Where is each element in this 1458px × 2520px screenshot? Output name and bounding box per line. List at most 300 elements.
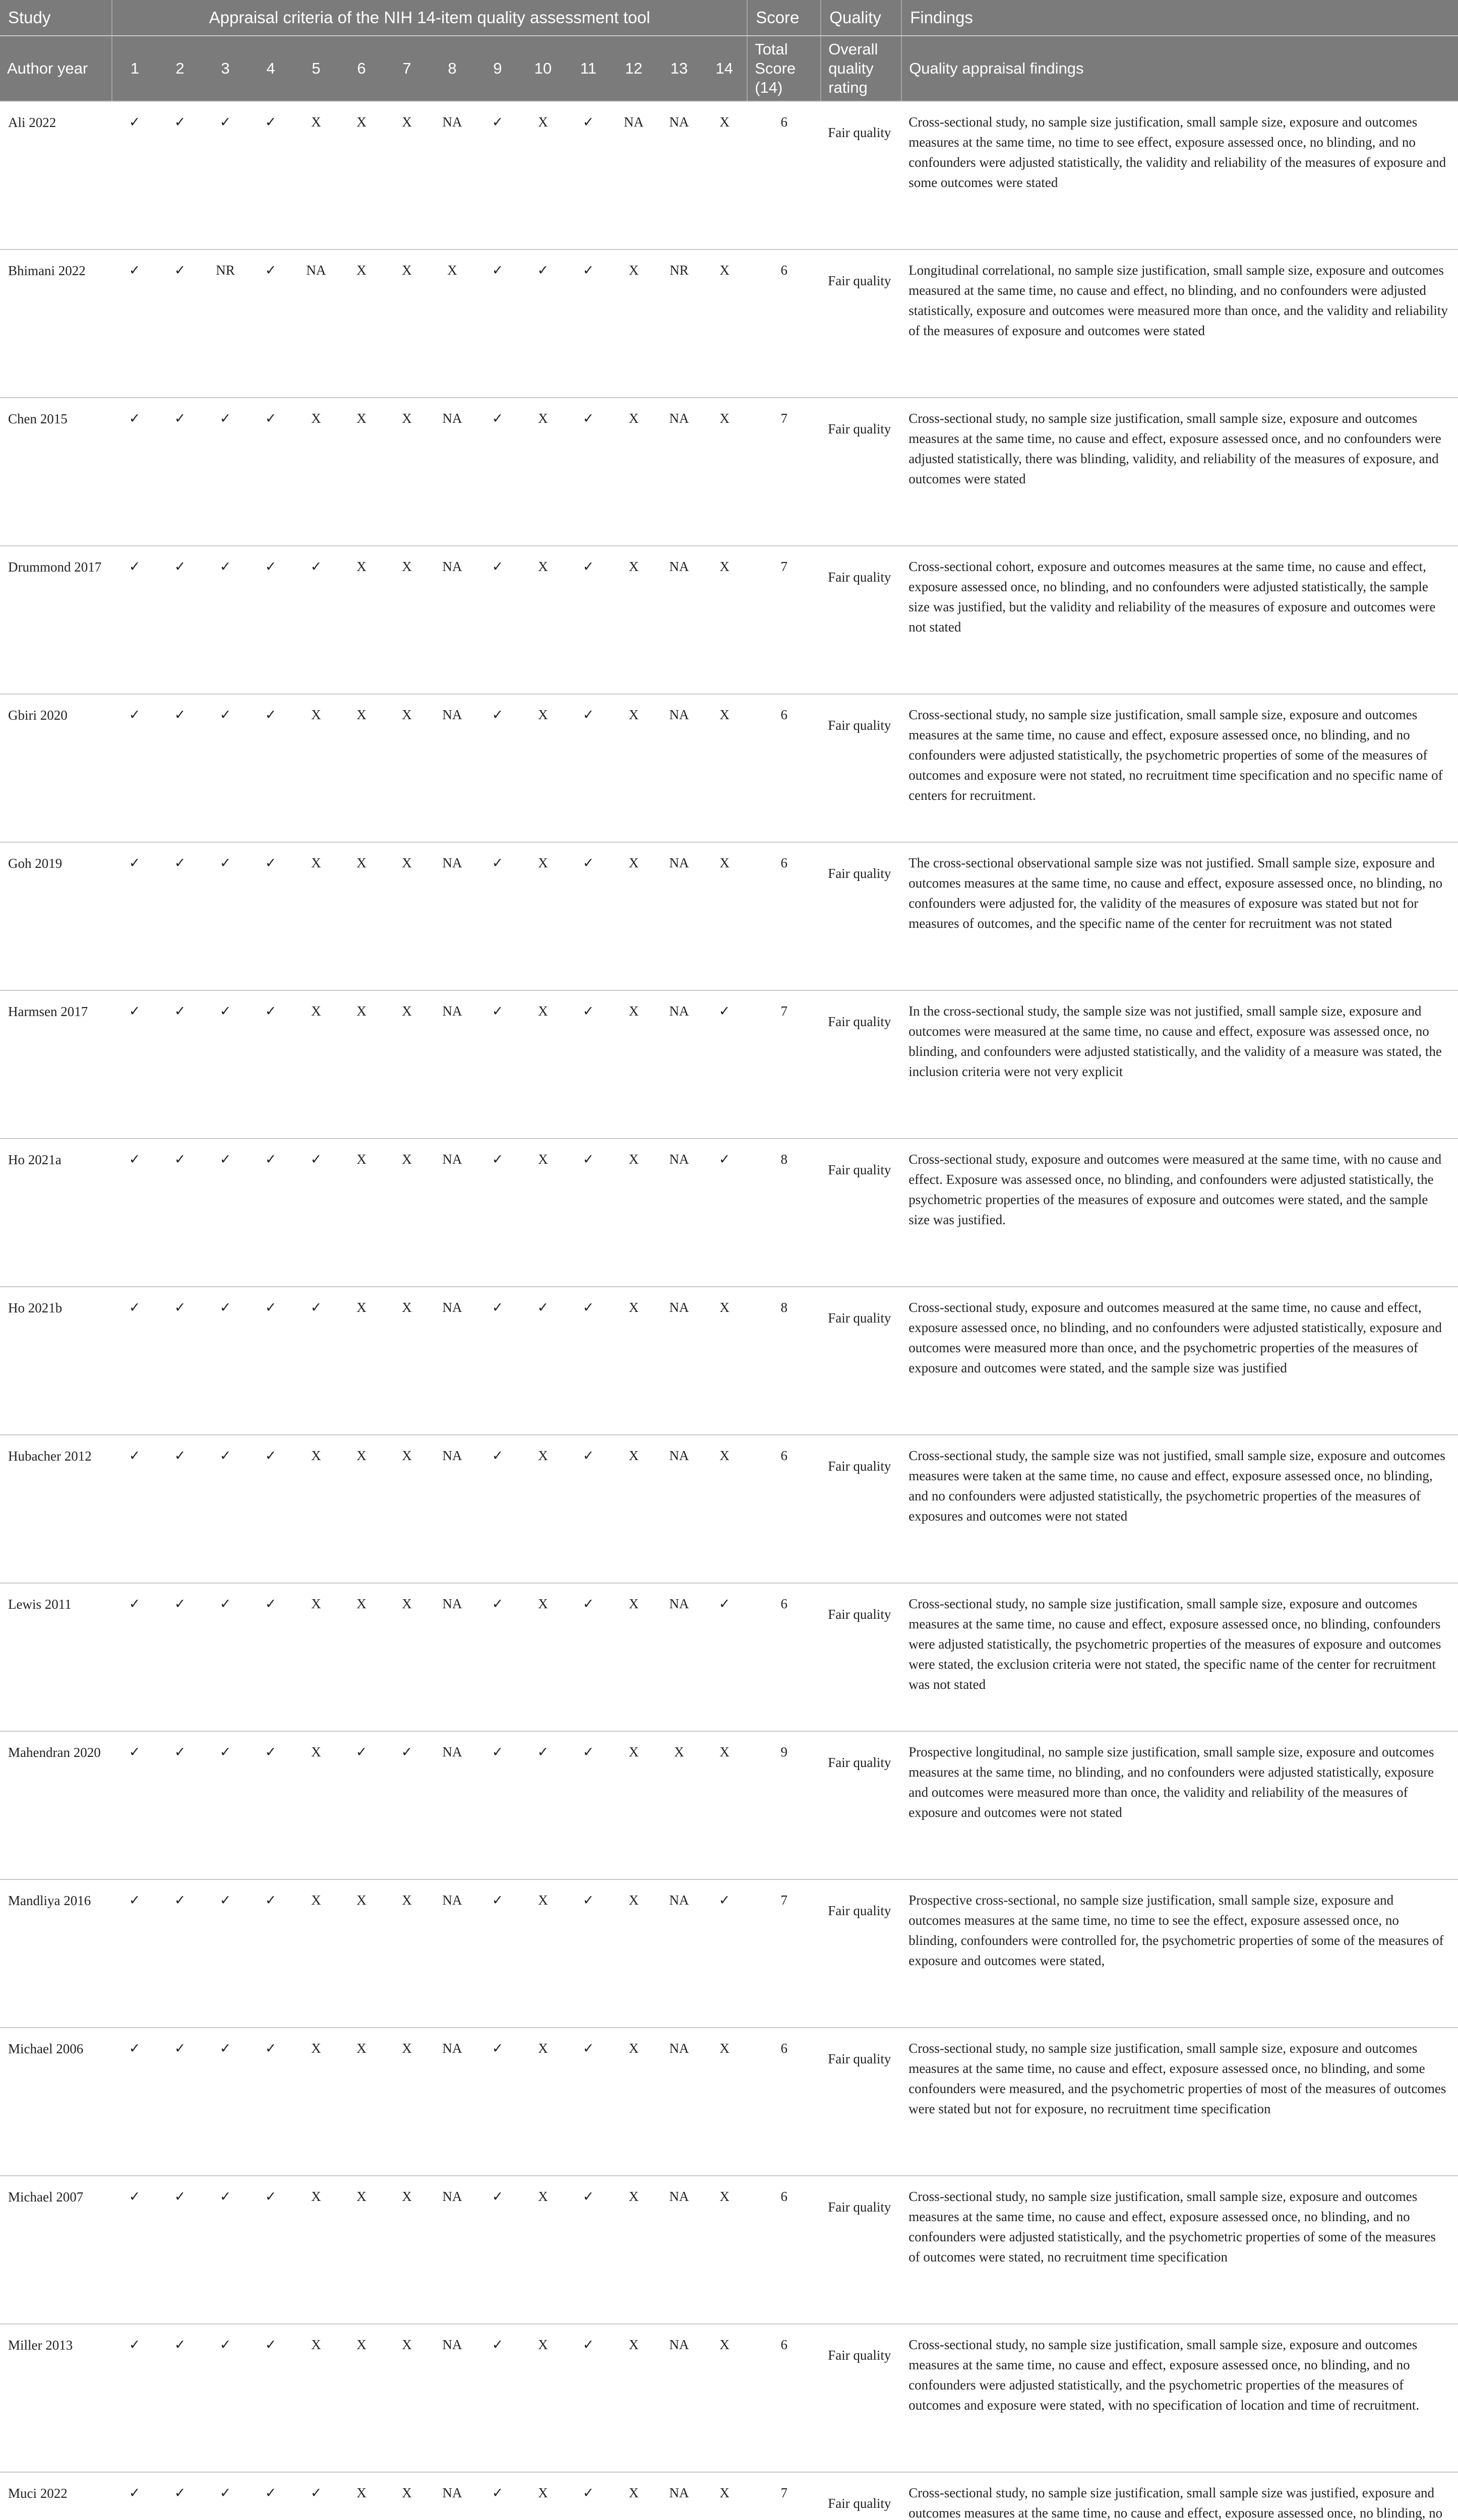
item-rating-cell: ✓ [112,2472,157,2520]
item-rating-cell: ✓ [566,249,611,398]
item-rating-cell: ✓ [475,249,520,398]
item-rating-cell: X [702,2324,747,2472]
quality-rating-cell: Fair quality [821,546,901,694]
total-score-cell: 7 [747,546,821,694]
item-rating-cell: ✓ [112,842,157,990]
item-rating-cell: X [384,1583,430,1731]
item-number-header: 1 [112,36,157,101]
item-rating-cell: ✓ [339,1731,384,1879]
item-rating-cell: X [339,1435,384,1583]
item-rating-cell: X [339,249,384,398]
total-score-cell: 6 [747,1583,821,1731]
quality-rating-cell: Fair quality [821,1731,901,1879]
item-rating-cell: NR [203,249,248,398]
item-rating-cell: ✓ [566,546,611,694]
item-rating-cell: X [384,1287,430,1435]
item-rating-cell: ✓ [566,2324,611,2472]
item-rating-cell: ✓ [112,398,157,546]
item-rating-cell: ✓ [475,1287,520,1435]
item-rating-cell: ✓ [248,2472,293,2520]
quality-header: Quality [821,0,901,36]
item-rating-cell: X [384,1139,430,1287]
item-rating-cell: X [339,694,384,842]
item-rating-cell: X [702,2472,747,2520]
study-cell: Michael 2006 [0,2028,112,2176]
item-rating-cell: ✓ [248,546,293,694]
total-score-cell: 6 [747,694,821,842]
item-rating-cell: ✓ [248,1435,293,1583]
item-rating-cell: X [520,1435,566,1583]
item-rating-cell: ✓ [157,1731,203,1879]
item-number-header: 12 [611,36,656,101]
item-rating-cell: ✓ [157,1139,203,1287]
item-rating-cell: X [384,990,430,1139]
item-rating-cell: ✓ [157,842,203,990]
quality-rating-cell: Fair quality [821,2472,901,2520]
item-rating-cell: X [611,1435,656,1583]
item-rating-cell: NA [293,249,339,398]
item-rating-cell: X [384,2028,430,2176]
quality-rating-cell: Fair quality [821,2324,901,2472]
findings-cell: Cross-sectional study, no sample size justification, small sample size, exposure and outcomes measures at the same time, no cause and effect, exposure assessed once, no blinding, and no confounders were adjusted statistically, and the psychometric properties of the measures of outcomes and exposure were stated, with no specification of location and time of recruitment. [901,2324,1458,2472]
item-rating-cell: X [384,2472,430,2520]
item-rating-cell: ✓ [157,2176,203,2324]
item-rating-cell: ✓ [112,1583,157,1731]
item-rating-cell: X [611,990,656,1139]
item-number-header: 8 [430,36,475,101]
item-rating-cell: X [611,546,656,694]
item-rating-cell: ✓ [248,398,293,546]
table-row [0,1139,1458,1287]
item-rating-cell: X [702,1731,747,1879]
item-rating-cell: ✓ [566,1879,611,2028]
item-rating-cell: X [339,2176,384,2324]
item-rating-cell: X [520,1879,566,2028]
item-rating-cell: ✓ [203,398,248,546]
findings-cell: Cross-sectional study, exposure and outcomes measured at the same time, no cause and effect, exposure assessed once, no blinding, and no confounders were adjusted statistically, exposure and outcomes were measured more than once, and the psychometric properties of the measures of exposure and outcomes were stated, and the sample size was justified [901,1287,1458,1435]
table-row [0,842,1458,990]
table-row [0,398,1458,546]
item-rating-cell: ✓ [475,1435,520,1583]
item-number-header: 6 [339,36,384,101]
item-rating-cell: ✓ [203,546,248,694]
item-rating-cell: ✓ [157,2324,203,2472]
total-score-cell: 8 [747,1139,821,1287]
item-rating-cell: ✓ [157,990,203,1139]
item-rating-cell: X [611,249,656,398]
item-rating-cell: ✓ [248,842,293,990]
item-number-header: 9 [475,36,520,101]
study-cell: Gbiri 2020 [0,694,112,842]
item-rating-cell: ✓ [157,694,203,842]
item-rating-cell: ✓ [475,2028,520,2176]
quality-rating-cell: Fair quality [821,842,901,990]
total-score-cell: 6 [747,1435,821,1583]
item-rating-cell: ✓ [566,1139,611,1287]
total-score-cell: 8 [747,1287,821,1435]
item-rating-cell: X [702,398,747,546]
item-rating-cell: NA [430,398,475,546]
item-rating-cell: X [611,842,656,990]
item-rating-cell: X [520,398,566,546]
item-rating-cell: X [339,2472,384,2520]
item-rating-cell: X [293,1879,339,2028]
item-rating-cell: ✓ [566,101,611,249]
item-rating-cell: ✓ [475,842,520,990]
item-rating-cell: X [384,694,430,842]
item-rating-cell: X [384,249,430,398]
item-rating-cell: NA [656,1287,702,1435]
study-cell: Harmsen 2017 [0,990,112,1139]
quality-findings-header: Quality appraisal findings [901,36,1458,101]
quality-rating-cell: Fair quality [821,990,901,1139]
item-rating-cell: X [611,1139,656,1287]
item-rating-cell: ✓ [112,1287,157,1435]
item-rating-cell: ✓ [112,694,157,842]
item-rating-cell: X [293,694,339,842]
item-rating-cell: ✓ [702,1139,747,1287]
item-rating-cell: ✓ [566,2176,611,2324]
item-rating-cell: X [520,694,566,842]
item-rating-cell: NA [430,2324,475,2472]
quality-rating-cell: Fair quality [821,694,901,842]
item-rating-cell: X [611,1583,656,1731]
item-rating-cell: ✓ [157,1583,203,1731]
item-rating-cell: X [293,1583,339,1731]
table-row [0,2472,1458,2520]
item-rating-cell: NA [430,1139,475,1287]
item-rating-cell: ✓ [203,101,248,249]
item-rating-cell: ✓ [566,694,611,842]
item-rating-cell: ✓ [248,2028,293,2176]
quality-rating-cell: Fair quality [821,1139,901,1287]
item-rating-cell: ✓ [112,546,157,694]
findings-cell: The cross-sectional observational sample size was not justified. Small sample size, exposure and outcomes measures at the same time, no cause and effect, exposure assessed once, no blinding, no confounders were adjusted for, the validity of the measures of exposure was stated but not for measures of outcomes, and the specific name of the center for recruitment was not stated [901,842,1458,990]
item-rating-cell: X [384,2324,430,2472]
item-rating-cell: NA [656,2324,702,2472]
item-rating-cell: X [702,249,747,398]
item-rating-cell: X [611,694,656,842]
item-rating-cell: X [384,101,430,249]
item-rating-cell: X [384,2176,430,2324]
item-rating-cell: X [384,1879,430,2028]
item-rating-cell: NA [430,2472,475,2520]
item-rating-cell: X [611,1287,656,1435]
item-rating-cell: ✓ [157,546,203,694]
item-rating-cell: NA [430,1879,475,2028]
table-row [0,1731,1458,1879]
item-rating-cell: ✓ [203,1139,248,1287]
criteria-group-header: Appraisal criteria of the NIH 14-item quality assessment tool [112,0,747,36]
findings-cell: Cross-sectional study, no sample size justification, small sample size was justified, exposure and outcomes measures at the same time, no cause and effect, exposure assessed once, no blinding, no [901,2472,1458,2520]
total-score-cell: 7 [747,398,821,546]
item-rating-cell: X [293,2028,339,2176]
quality-rating-cell: Fair quality [821,101,901,249]
item-rating-cell: ✓ [475,990,520,1139]
item-rating-cell: X [520,1583,566,1731]
item-number-header: 2 [157,36,203,101]
findings-cell: Prospective longitudinal, no sample size justification, small sample size, exposure and outcomes measures at the same time, no blinding, and no confounders were adjusted statistically, exposure and outcomes were measured more than once, the validity and reliability of the measures of exposure and outcomes were not stated [901,1731,1458,1879]
item-rating-cell: ✓ [203,2324,248,2472]
item-rating-cell: X [611,1879,656,2028]
item-rating-cell: NR [656,249,702,398]
study-header: Study [0,0,112,36]
item-rating-cell: X [293,101,339,249]
item-rating-cell: X [702,1435,747,1583]
table-row [0,2028,1458,2176]
item-rating-cell: ✓ [248,1583,293,1731]
author-year-header: Author year [0,36,112,101]
item-rating-cell: ✓ [293,2472,339,2520]
study-cell: Hubacher 2012 [0,1435,112,1583]
study-cell: Goh 2019 [0,842,112,990]
item-rating-cell: ✓ [566,990,611,1139]
findings-cell: Cross-sectional study, no sample size justification, small sample size, exposure and outcomes measures at the same time, no cause and effect, exposure assessed once, no blinding, and no confounders were adjusted statistically, the psychometric properties of some of the measures of outcomes and exposure were not stated, no recruitment time specification and no specific name of centers for recruitment. [901,694,1458,842]
total-score-cell: 6 [747,842,821,990]
item-rating-cell: X [384,842,430,990]
study-cell: Muci 2022 [0,2472,112,2520]
item-rating-cell: ✓ [248,249,293,398]
item-rating-cell: NA [430,842,475,990]
item-rating-cell: NA [656,1879,702,2028]
item-rating-cell: ✓ [157,398,203,546]
item-rating-cell: ✓ [702,990,747,1139]
item-rating-cell: NA [611,101,656,249]
item-rating-cell: ✓ [475,1583,520,1731]
item-rating-cell: ✓ [112,1139,157,1287]
item-number-header: 11 [566,36,611,101]
item-rating-cell: ✓ [475,546,520,694]
total-score-cell: 9 [747,1731,821,1879]
item-rating-cell: NA [656,2472,702,2520]
item-rating-cell: ✓ [112,990,157,1139]
item-rating-cell: NA [656,1583,702,1731]
quality-rating-cell: Fair quality [821,249,901,398]
item-rating-cell: X [339,546,384,694]
quality-rating-cell: Fair quality [821,398,901,546]
item-rating-cell: ✓ [248,1287,293,1435]
item-rating-cell: NA [430,1731,475,1879]
item-rating-cell: ✓ [112,1731,157,1879]
study-cell: Ho 2021a [0,1139,112,1287]
item-rating-cell: ✓ [248,2176,293,2324]
item-rating-cell: NA [656,1435,702,1583]
quality-rating-cell: Fair quality [821,1583,901,1731]
study-cell: Miller 2013 [0,2324,112,2472]
item-rating-cell: ✓ [248,1879,293,2028]
item-rating-cell: ✓ [203,1879,248,2028]
study-cell: Michael 2007 [0,2176,112,2324]
item-rating-cell: X [293,2176,339,2324]
table-row [0,1435,1458,1583]
item-rating-cell: ✓ [702,1879,747,2028]
item-rating-cell: ✓ [112,249,157,398]
item-rating-cell: X [702,2176,747,2324]
total-score-cell: 6 [747,2028,821,2176]
item-rating-cell: X [430,249,475,398]
item-rating-cell: ✓ [248,694,293,842]
findings-cell: Cross-sectional cohort, exposure and outcomes measures at the same time, no cause and effect, exposure assessed once, no blinding, and no confounders were adjusted statistically, the sample size was justified, but the validity and reliability of the measures of exposure and outcomes were not stated [901,546,1458,694]
item-number-header: 5 [293,36,339,101]
item-rating-cell: ✓ [475,2472,520,2520]
item-rating-cell: NA [656,2176,702,2324]
item-rating-cell: ✓ [566,2028,611,2176]
study-cell: Ali 2022 [0,101,112,249]
item-rating-cell: NA [656,546,702,694]
item-rating-cell: NA [656,1139,702,1287]
item-rating-cell: X [384,1435,430,1583]
item-rating-cell: NA [656,694,702,842]
item-rating-cell: ✓ [475,694,520,842]
item-rating-cell: X [611,398,656,546]
item-rating-cell: ✓ [157,249,203,398]
item-rating-cell: ✓ [475,1139,520,1287]
study-cell: Mandliya 2016 [0,1879,112,2028]
item-rating-cell: ✓ [293,546,339,694]
total-score-cell: 7 [747,990,821,1139]
table-row [0,249,1458,398]
item-rating-cell: ✓ [203,990,248,1139]
item-rating-cell: ✓ [520,1731,566,1879]
item-rating-cell: X [702,2028,747,2176]
table-row [0,2176,1458,2324]
item-rating-cell: ✓ [157,1879,203,2028]
item-rating-cell: X [702,546,747,694]
item-number-header: 13 [656,36,702,101]
item-rating-cell: ✓ [112,1879,157,2028]
total-score-cell: 7 [747,2472,821,2520]
item-rating-cell: X [611,2324,656,2472]
item-number-header: 10 [520,36,566,101]
item-rating-cell: X [702,694,747,842]
item-rating-cell: X [339,842,384,990]
item-rating-cell: X [339,1879,384,2028]
item-rating-cell: X [611,2028,656,2176]
item-rating-cell: NA [430,2176,475,2324]
item-rating-cell: X [339,398,384,546]
item-rating-cell: ✓ [112,2324,157,2472]
item-rating-cell: X [520,101,566,249]
item-rating-cell: ✓ [203,1435,248,1583]
item-number-header: 14 [702,36,747,101]
item-rating-cell: NA [430,2028,475,2176]
findings-header: Findings [901,0,1458,36]
item-rating-cell: X [611,1731,656,1879]
total-score-cell: 6 [747,249,821,398]
item-rating-cell: ✓ [520,249,566,398]
findings-cell: Longitudinal correlational, no sample size justification, small sample size, exposure and outcomes measured at the same time, no cause and effect, no blinding, and no confounders were adjusted statistically, exposure and outcomes were measured more than once, and the validity and reliability of the measures of exposure and outcomes were stated [901,249,1458,398]
total-score-header: Total Score (14) [747,36,821,101]
item-rating-cell: ✓ [702,1583,747,1731]
item-number-header: 3 [203,36,248,101]
score-header: Score [747,0,821,36]
item-rating-cell: X [520,2472,566,2520]
study-cell: Ho 2021b [0,1287,112,1435]
table-row [0,546,1458,694]
quality-rating-cell: Fair quality [821,2176,901,2324]
item-rating-cell: ✓ [248,1731,293,1879]
findings-cell: Cross-sectional study, no sample size justification, small sample size, exposure and outcomes measures at the same time, no cause and effect, exposure assessed once, no blinding, and some confounders were measured, and the psychometric properties of most of the measures of outcomes were stated but not for exposure, no recruitment time specification [901,2028,1458,2176]
item-rating-cell: NA [656,101,702,249]
item-rating-cell: NA [430,990,475,1139]
item-rating-cell: X [702,1287,747,1435]
item-rating-cell: X [611,2176,656,2324]
study-cell: Bhimani 2022 [0,249,112,398]
item-rating-cell: X [293,1435,339,1583]
findings-cell: Cross-sectional study, no sample size justification, small sample size, exposure and outcomes measures at the same time, no cause and effect, exposure assessed once, and no confounders were adjusted statistically, there was blinding, validity, and reliability of the measures of exposure, and outcomes were stated [901,398,1458,546]
item-rating-cell: ✓ [566,1583,611,1731]
item-rating-cell: ✓ [203,2028,248,2176]
item-rating-cell: ✓ [203,2472,248,2520]
item-rating-cell: ✓ [112,101,157,249]
item-rating-cell: ✓ [293,1139,339,1287]
item-rating-cell: ✓ [157,1287,203,1435]
item-rating-cell: X [339,1139,384,1287]
table-row [0,1583,1458,1731]
item-rating-cell: X [293,842,339,990]
item-rating-cell: X [520,1139,566,1287]
item-rating-cell: NA [656,990,702,1139]
quality-rating-cell: Fair quality [821,1435,901,1583]
item-rating-cell: X [339,2324,384,2472]
item-rating-cell: NA [430,1287,475,1435]
quality-rating-cell: Fair quality [821,1879,901,2028]
item-rating-cell: ✓ [203,1583,248,1731]
findings-cell: Cross-sectional study, the sample size was not justified, small sample size, exposure and outcomes measures were taken at the same time, no cause and effect, exposure assessed once, no blinding, and no confounders were adjusted statistically, the psychometric properties of the measures of exposures and outcomes were not stated [901,1435,1458,1583]
item-rating-cell: ✓ [112,1435,157,1583]
item-rating-cell: X [520,2176,566,2324]
item-rating-cell: ✓ [520,1287,566,1435]
item-rating-cell: ✓ [112,2176,157,2324]
item-rating-cell: NA [656,2028,702,2176]
item-rating-cell: X [611,2472,656,2520]
item-rating-cell: ✓ [248,990,293,1139]
item-number-header: 4 [248,36,293,101]
item-rating-cell: ✓ [203,842,248,990]
item-rating-cell: X [702,101,747,249]
item-rating-cell: X [293,990,339,1139]
item-rating-cell: ✓ [475,2176,520,2324]
item-rating-cell: ✓ [475,101,520,249]
item-rating-cell: NA [430,101,475,249]
findings-cell: Cross-sectional study, no sample size justification, small sample size, exposure and outcomes measures at the same time, no cause and effect, exposure assessed once, no blinding, confounders were adjusted statistically, the psychometric properties of the measures of exposure and outcomes were stated, the exclusion criteria were not stated, the specific name of the center for recruitment was not stated [901,1583,1458,1731]
item-rating-cell: X [520,842,566,990]
item-rating-cell: ✓ [112,2028,157,2176]
table-row [0,990,1458,1139]
item-rating-cell: ✓ [475,1879,520,2028]
study-cell: Lewis 2011 [0,1583,112,1731]
item-rating-cell: ✓ [475,2324,520,2472]
item-rating-cell: X [293,1731,339,1879]
item-rating-cell: ✓ [293,1287,339,1435]
findings-cell: Cross-sectional study, no sample size justification, small sample size, exposure and outcomes measures at the same time, no time to see effect, exposure assessed once, no blinding, and no confounders were adjusted statistically, the validity and reliability of the measures of exposure and some outcomes were stated [901,101,1458,249]
item-rating-cell: ✓ [566,398,611,546]
findings-cell: Cross-sectional study, exposure and outcomes were measured at the same time, with no cause and effect. Exposure was assessed once, no blinding, and confounders were adjusted statistically, the psychometric properties of the measures of exposure and outcomes were stated, and the sample size was justified. [901,1139,1458,1287]
item-rating-cell: X [520,2028,566,2176]
item-rating-cell: NA [430,546,475,694]
item-rating-cell: X [293,2324,339,2472]
item-rating-cell: ✓ [248,2324,293,2472]
item-rating-cell: ✓ [566,1287,611,1435]
item-rating-cell: ✓ [203,694,248,842]
table-row [0,1879,1458,2028]
item-rating-cell: ✓ [566,1435,611,1583]
item-number-header: 7 [384,36,430,101]
total-score-cell: 6 [747,2176,821,2324]
quality-rating-cell: Fair quality [821,2028,901,2176]
item-rating-cell: NA [656,842,702,990]
item-rating-cell: ✓ [475,398,520,546]
